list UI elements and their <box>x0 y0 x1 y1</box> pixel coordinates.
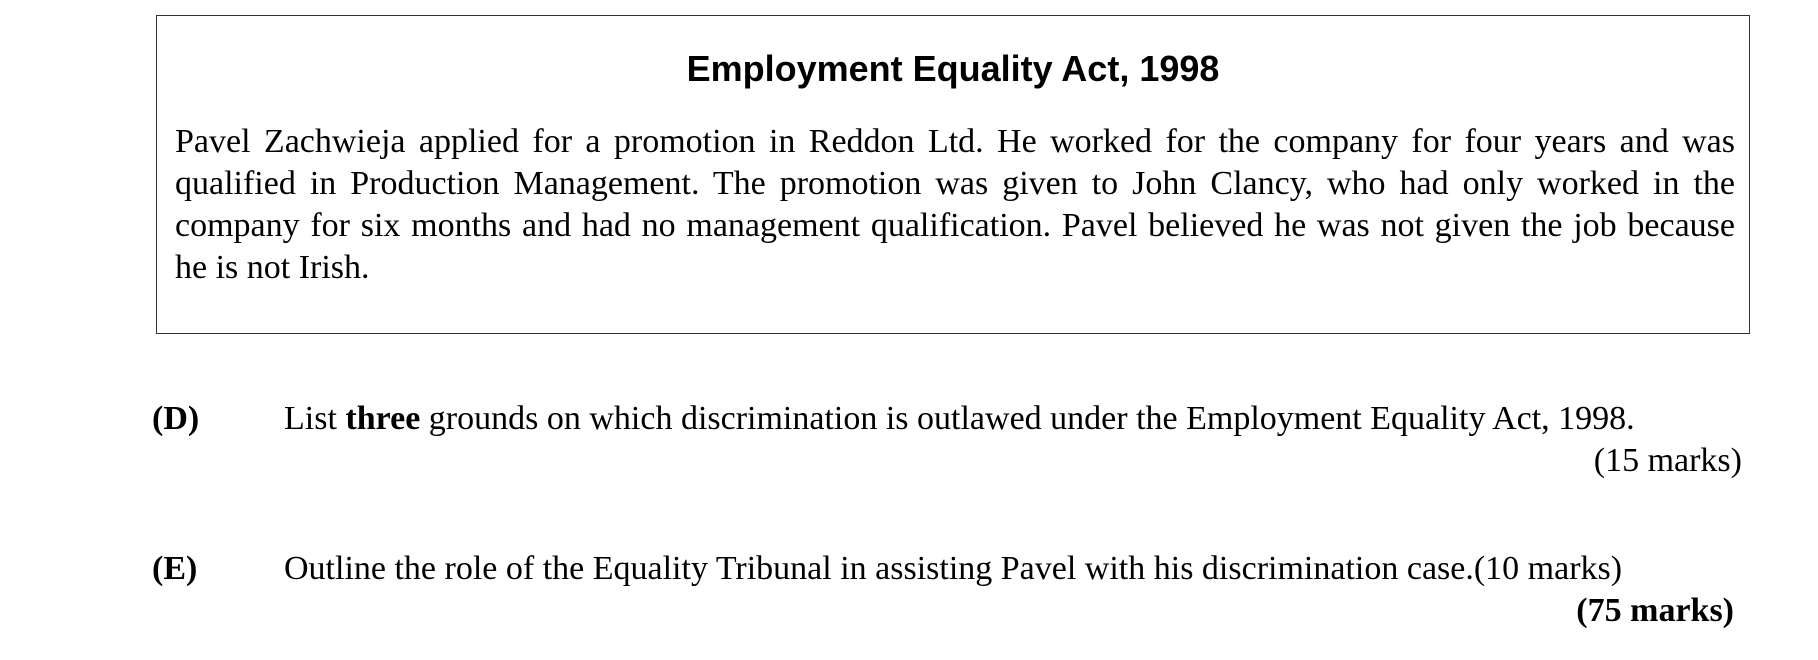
question-label: (D) <box>152 400 200 437</box>
question-marks: (10 marks) <box>1473 550 1623 587</box>
question-label: (E) <box>152 550 198 587</box>
question-marks: (15 marks) <box>1593 442 1742 479</box>
question-text-part: Outline the role of the Equality Tribunal in assisting Pavel with his discrimination case. <box>284 550 1474 587</box>
question-emphasis: three <box>345 400 421 437</box>
question-text <box>284 548 1622 590</box>
question-text <box>284 398 1635 440</box>
question-text-part: grounds on which discrimination is outlawed under the Employment Equality Act, 1998. <box>420 400 1635 437</box>
question-text-part: List <box>284 400 346 437</box>
case-title: Employment Equality Act, 1998 <box>686 48 1220 89</box>
question-d <box>152 398 1752 482</box>
case-study-box <box>156 15 1750 334</box>
total-marks: (75 marks) <box>1576 592 1734 629</box>
case-text: Pavel Zachwieja applied for a promotion in Reddon Ltd. He worked for the company for four years and was qualified in Production Management. The promotion was given to John Clancy, who had only worked in the company for six months and had no management qualification. Pavel believed he was not given the job because he is not Irish. <box>175 123 1735 286</box>
question-e <box>152 548 1752 632</box>
